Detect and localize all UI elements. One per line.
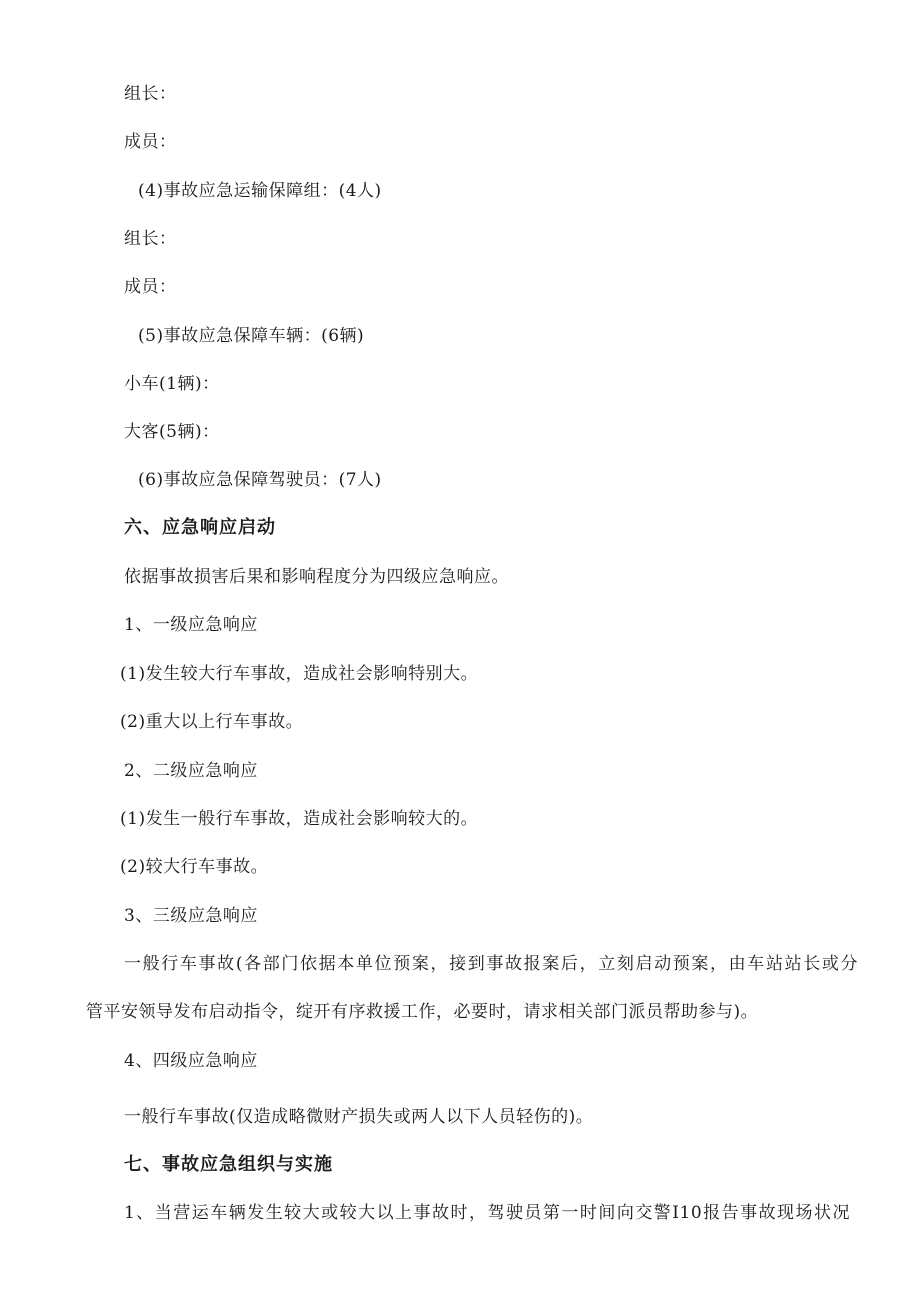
level-2-heading: 2、二级应急响应: [124, 761, 258, 781]
level-4-heading: 4、四级应急响应: [124, 1051, 258, 1071]
body-paragraph: 1、当营运车辆发生较大或较大以上事故时，驾驶员第一时间向交警I10报告事故现场状况: [124, 1203, 850, 1223]
level-1-heading: 1、一级应急响应: [124, 615, 258, 635]
small-car-line: 小车(1辆)：: [124, 374, 220, 394]
team-member-label: 成员：: [124, 132, 177, 152]
body-paragraph: 一般行车事故(各部门依据本单位预案，接到事故报案后，立刻启动预案，由车站站长或分: [124, 954, 858, 974]
level-3-heading: 3、三级应急响应: [124, 906, 258, 926]
body-paragraph: 一般行车事故(仅造成略微财产损失或两人以下人员轻伤的)。: [124, 1107, 594, 1127]
team-leader-label: 组长：: [124, 84, 177, 104]
large-bus-line: 大客(5辆)：: [124, 422, 220, 442]
support-vehicles: (5)事故应急保障车辆：(6辆): [138, 326, 365, 346]
list-item: (1)发生一般行车事故，造成社会影响较大的。: [120, 809, 479, 829]
list-item: (2)较大行车事故。: [120, 857, 269, 877]
body-paragraph: 依据事故损害后果和影响程度分为四级应急响应。: [124, 567, 509, 587]
body-paragraph-continued: 管平安领导发布启动指令，绽开有序救援工作，必要时，请求相关部门派员帮助参与)。: [86, 1002, 759, 1022]
team-member-label: 成员：: [124, 277, 177, 297]
support-drivers: (6)事故应急保障驾驶员：(7人): [138, 470, 382, 490]
transport-support-group: (4)事故应急运输保障组：(4人): [138, 181, 382, 201]
list-item: (2)重大以上行车事故。: [120, 712, 304, 732]
section-heading-7: 七、事故应急组织与实施: [124, 1154, 333, 1175]
section-heading-6: 六、应急响应启动: [124, 517, 276, 538]
list-item: (1)发生较大行车事故，造成社会影响特别大。: [120, 664, 479, 684]
team-leader-label: 组长：: [124, 229, 177, 249]
